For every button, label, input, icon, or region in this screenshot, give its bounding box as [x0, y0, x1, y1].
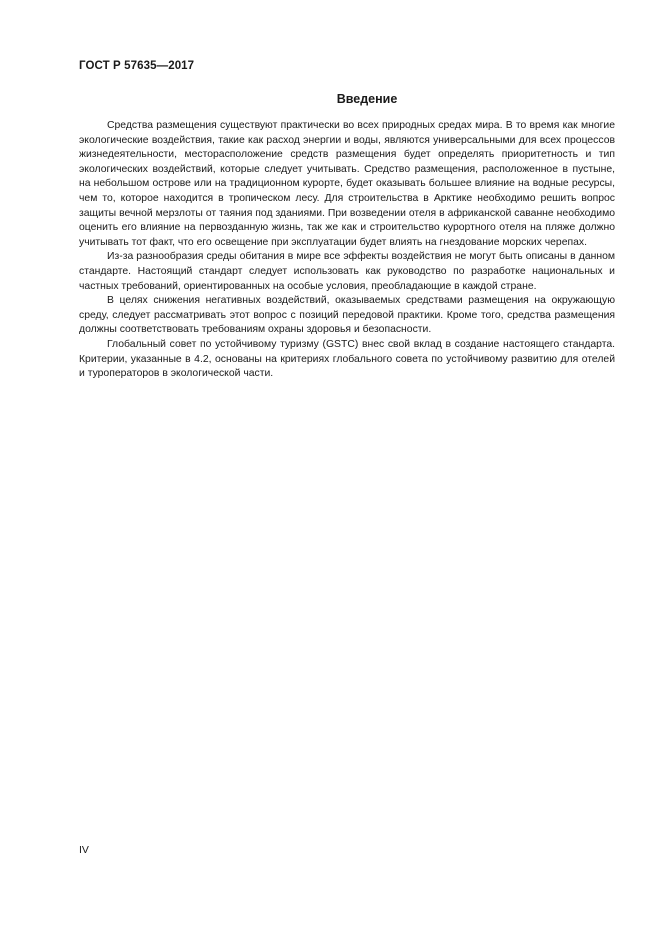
page-number: IV: [79, 844, 89, 856]
paragraph-3: В целях снижения негативных воздействий, оказываемых средствами размещения на окружающую среду, следует рассматривать этот вопрос с позиций передовой практики. Кроме того, средства размещения должны соответствовать требованиям охраны здоровья и безопасности.: [79, 295, 615, 336]
paragraph-2: Из-за разнообразия среды обитания в мире все эффекты воздействия не могут быть описаны в данном стандарте. Настоящий стандарт следует использовать как руководство по разработке национальных и частных требований, ориентированных на особые условия, преобладающие в каждой стране.: [79, 251, 615, 292]
body-text: [79, 119, 615, 382]
section-title: Введение: [336, 92, 398, 106]
paragraph-1: Средства размещения существуют практически во всех природных средах мира. В то время как многие экологические воздействия, такие как расход энергии и воды, являются универсальными для всех процессов жизнедеятельности, месторасположение средств размещения будет определять приоритетность и тип экологических воздействий, которые следует учитывать. Средство размещения, расположенное в пустыне, на небольшом острове или на традиционном курорте, будет оказывать большее влияние на водные ресурсы, чем то, которое находится в тропическом лесу. Для строительства в Арктике необходимо решить вопрос защиты вечной мерзлоты от таяния под зданиями. При возведении отеля в африканской саванне необходимо оценить его влияние на первозданную жизнь, так же как и строительство курортного отеля на пляже должно учитывать тот факт, что его освещение при эксплуатации будет влиять на гнездование морских черепах.: [79, 120, 615, 248]
document-header-standard-number: ГОСТ Р 57635—2017: [79, 60, 195, 72]
paragraph-4: Глобальный совет по устойчивому туризму (GSTC) внес свой вклад в создание настоящего стандарта. Критерии, указанные в 4.2, основаны на критериях глобального совета по устойчивому развитию для отелей и туроператоров в экологической части.: [79, 338, 615, 380]
